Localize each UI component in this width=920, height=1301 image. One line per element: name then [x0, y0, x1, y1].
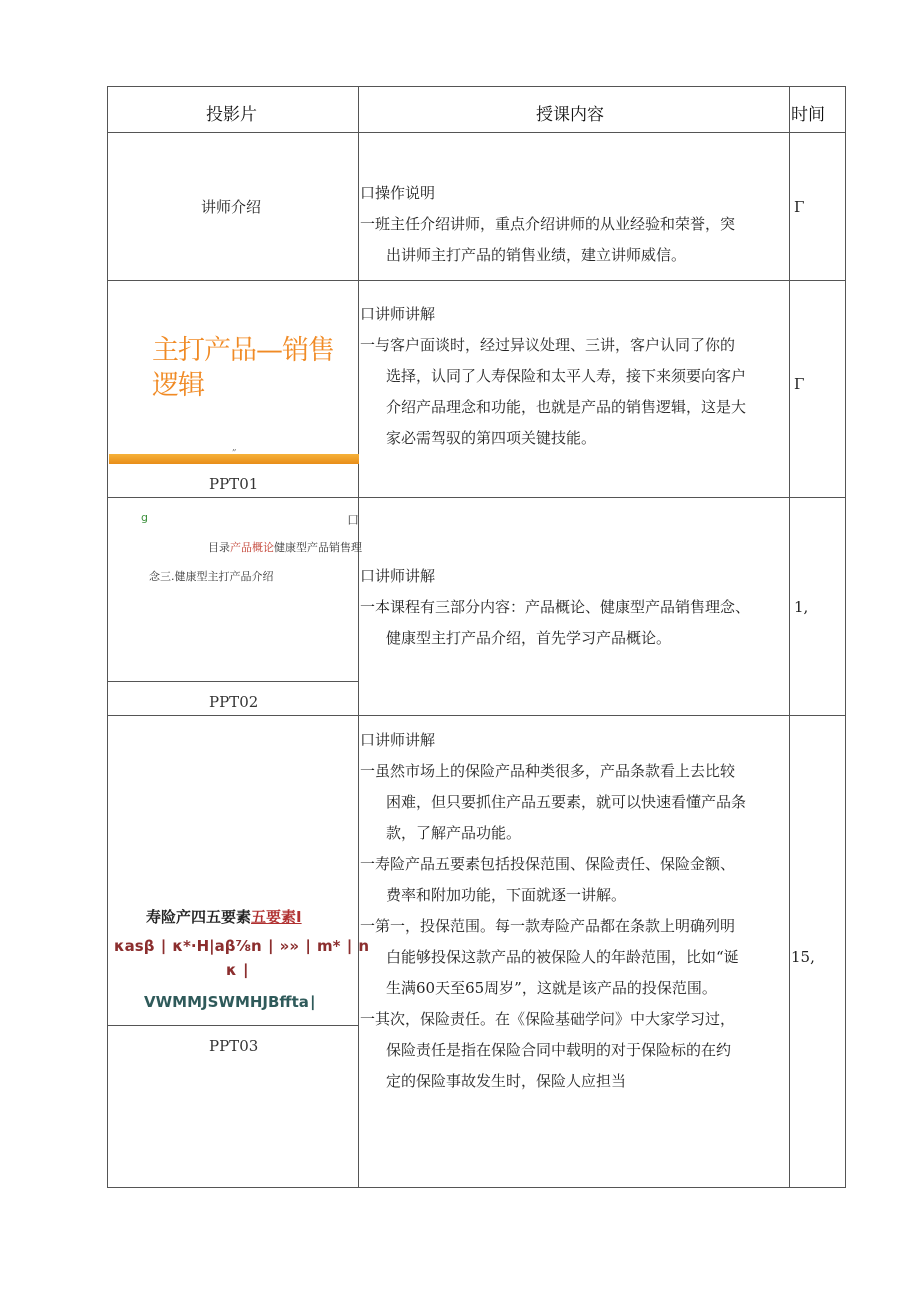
content-title: 口操作说明 [360, 184, 436, 202]
content-title: 口讲师讲解 [360, 567, 436, 585]
slide-toc-line: 念三.健康型主打产品介绍 [149, 570, 274, 583]
slide-mark: „ [232, 443, 237, 453]
content-paragraph: 一班主任介绍讲师，重点介绍讲师的从业经验和荣誉，突 出讲师主打产品的销售业绩，建立讲师威信。 [360, 215, 736, 264]
slide-toc-line: 目录产品概论健康型产品销售理 [208, 541, 362, 554]
slide-title: 主打产品—销售 [152, 335, 334, 366]
time-value: Γ [794, 198, 805, 216]
slide-lecturer-intro: 讲师介绍 [201, 198, 262, 216]
content-paragraph: 一其次，保险责任。在《保险基础学问》中大家学习过， 保险责任是指在保险合同中载明的对于保险标的在约 定的保险事故发生时，保险人应担当 [360, 1010, 736, 1090]
slide-accent-bar [109, 454, 359, 464]
column-divider [358, 87, 359, 1187]
content-paragraph: 一虽然市场上的保险产品种类很多，产品条款看上去比较 困难，但只要抓住产品五要素，就可以快速看懂产品条 款，了解产品功能。 [360, 762, 747, 842]
content-paragraph: 一本课程有三部分内容：产品概论、健康型产品销售理念、 健康型主打产品介绍，首先学习产品概论。 [360, 598, 751, 647]
slide-title: 逻辑 [152, 370, 204, 401]
header-slide: 投影片 [206, 105, 257, 125]
slide-g-mark: g [141, 511, 148, 524]
slide-heading: 寿险产四五要素五要素I [146, 908, 302, 926]
slide-box-icon: 口 [347, 513, 360, 527]
time-value: 1, [794, 598, 809, 616]
content-paragraph: 一第一，投保范围。每一款寿险产品都在条款上明确列明 白能够投保这款产品的被保险人的年龄范围，比如“诞 生满60天至65周岁”，这就是该产品的投保范围。 [360, 917, 739, 997]
slide-garbled-line: κ ∣ [226, 961, 250, 979]
row-divider [108, 497, 845, 498]
row-divider [108, 280, 845, 281]
lesson-plan-table [107, 86, 846, 1188]
row-divider [108, 132, 845, 133]
ppt-label: PPT03 [209, 1037, 259, 1055]
content-paragraph: 一寿险产品五要素包括投保范围、保险责任、保险金额、 费率和附加功能，下面就逐一讲解。 [360, 855, 736, 904]
ppt-label: PPT01 [209, 475, 259, 493]
ppt-label: PPT02 [209, 693, 259, 711]
time-value: 15, [791, 948, 815, 966]
content-title: 口讲师讲解 [360, 305, 436, 323]
content-paragraph: 一与客户面谈时，经过异议处理、三讲，客户认同了你的 选择，认同了人寿保险和太平人寿，接下来须要向客户 介绍产品理念和功能，也就是产品的销售逻辑，这是大 家必需驾驭的第四项关键技能。 [360, 336, 747, 447]
header-time: 时间 [791, 105, 825, 125]
slide-garbled-line: VWMMJSWMHJBffta∣ [144, 993, 317, 1011]
content-title: 口讲师讲解 [360, 731, 436, 749]
slide-label-divider [108, 681, 358, 682]
slide-label-divider [108, 1025, 358, 1026]
slide-garbled-line: κasβ ∣ κ*·H|aβ⅞n ∣ »» ∣ m* ∣ n [114, 937, 370, 955]
header-content: 授课内容 [536, 105, 604, 125]
time-value: Γ [794, 375, 805, 393]
row-divider [108, 715, 845, 716]
